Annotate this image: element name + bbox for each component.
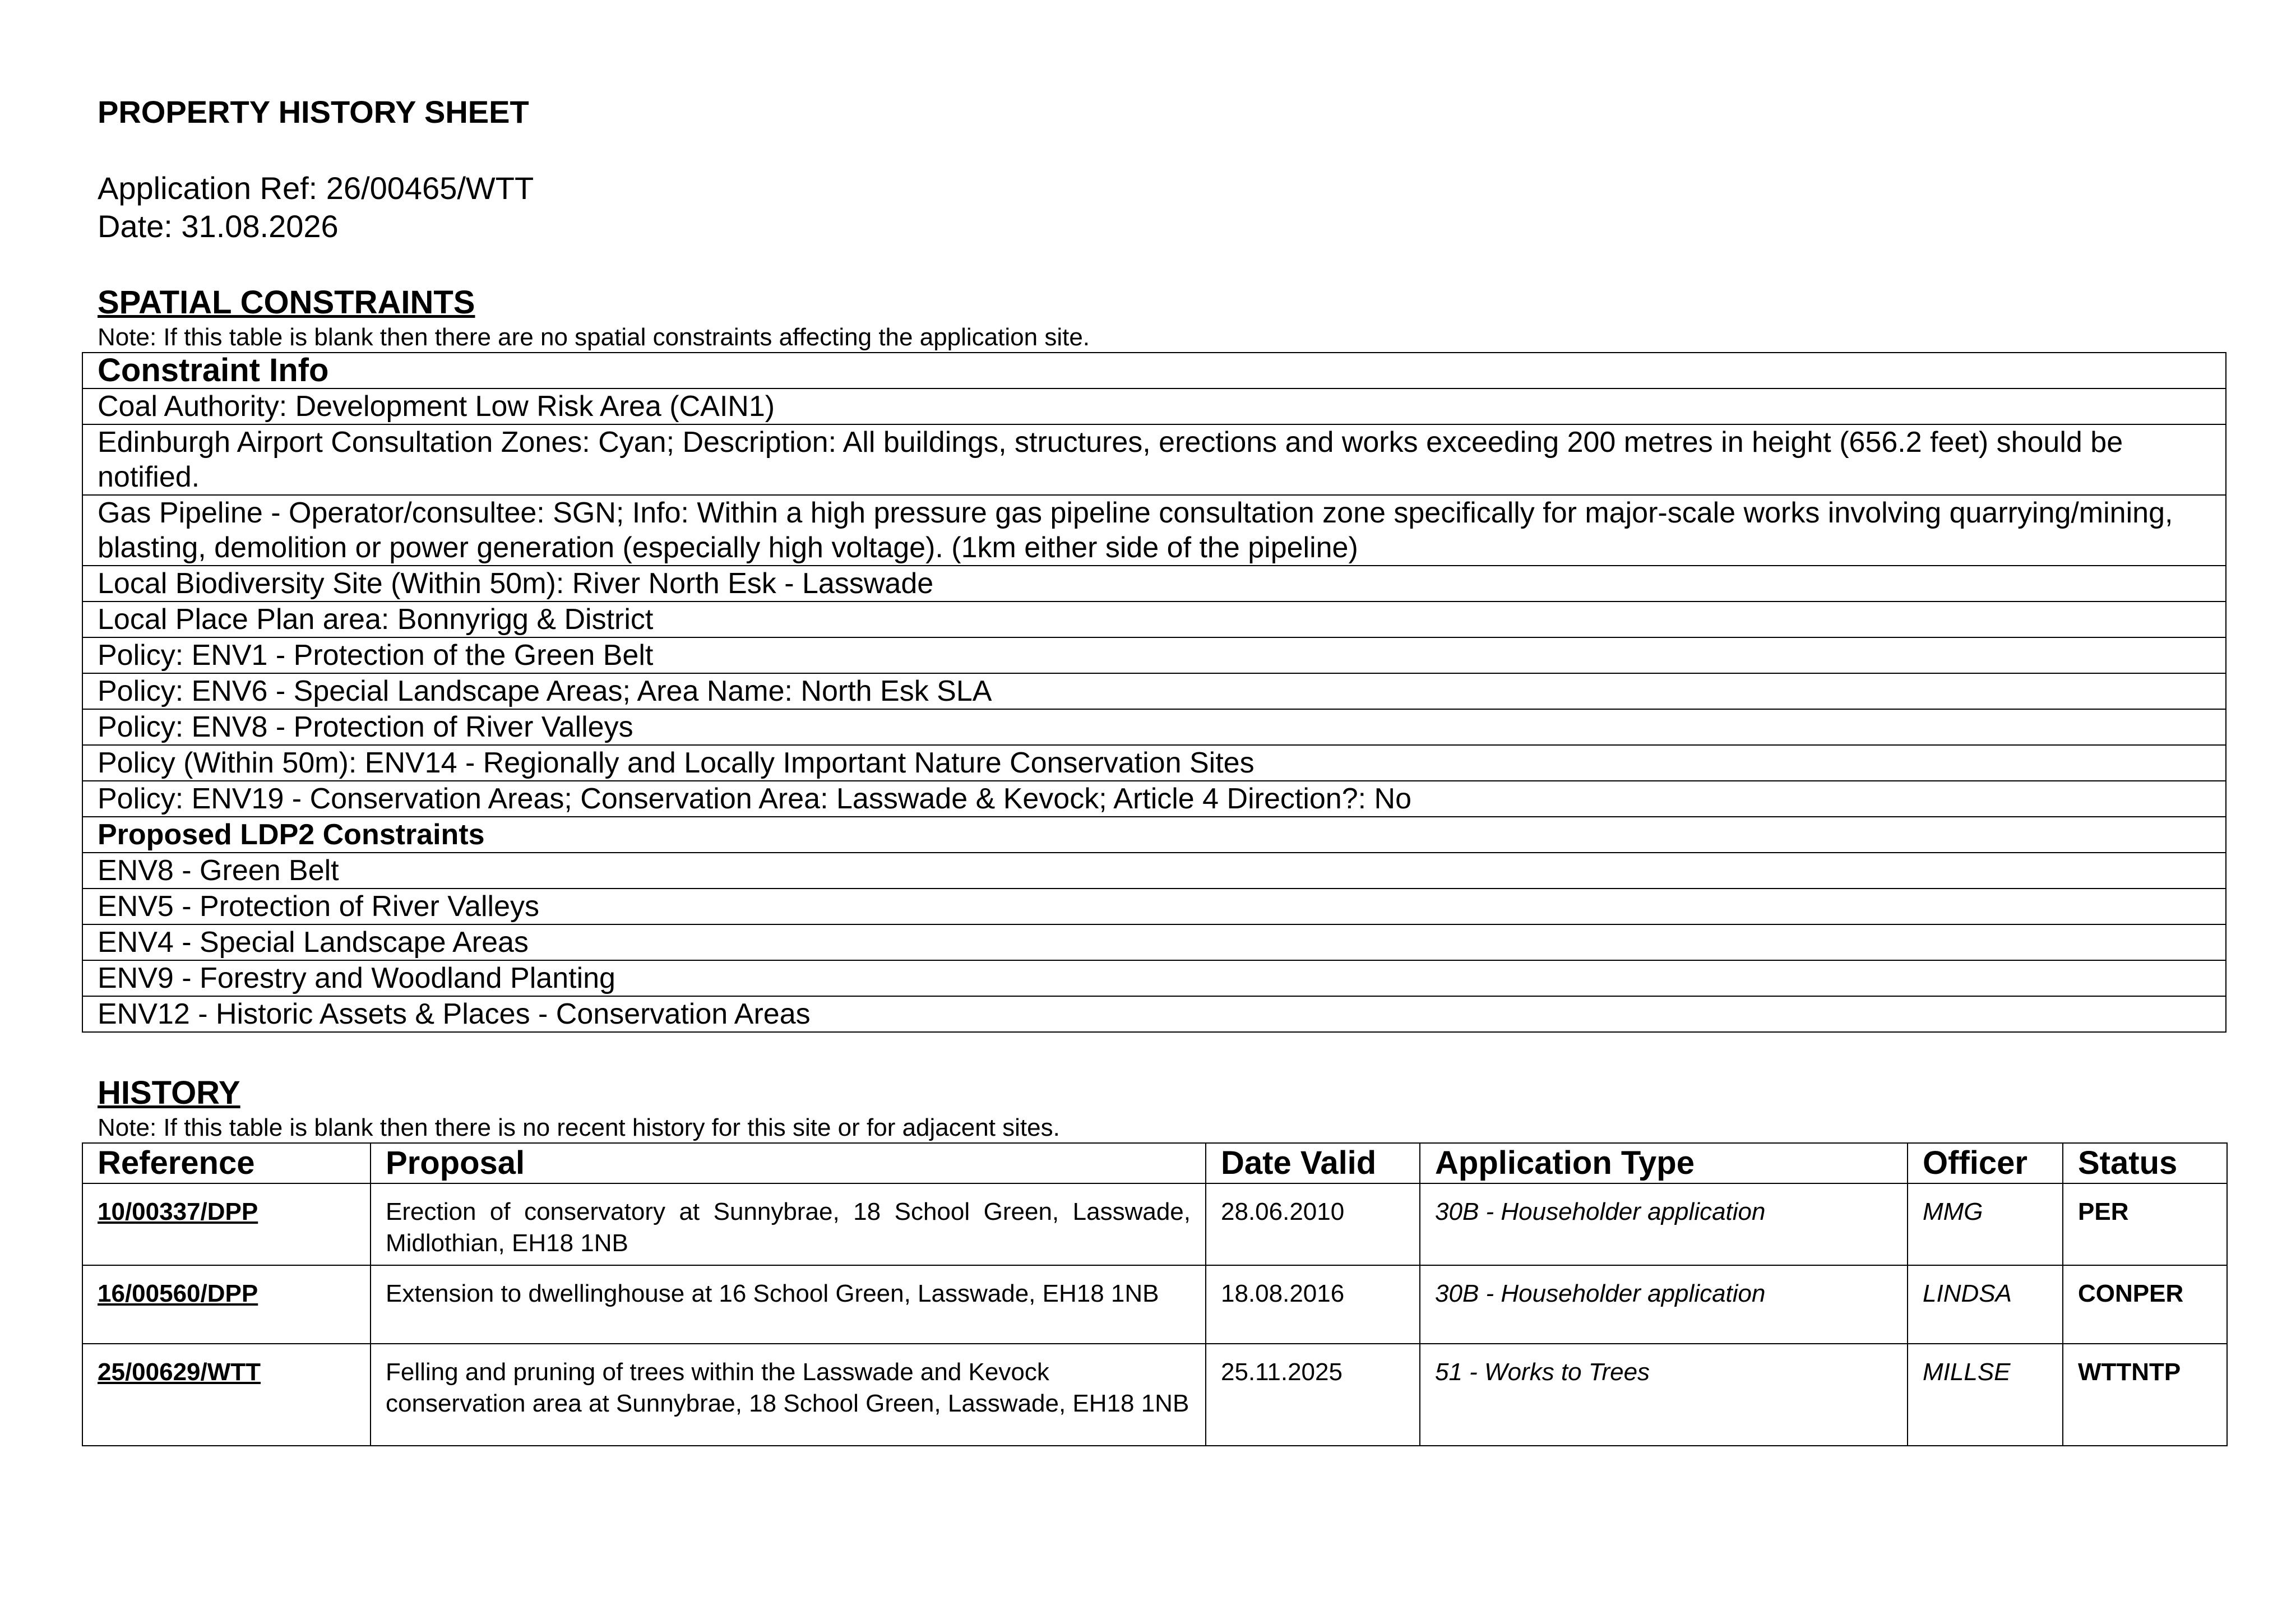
table-row xyxy=(82,495,2226,566)
ldp2-constraint-cell: ENV8 - Green Belt xyxy=(82,853,2226,889)
table-row xyxy=(82,602,2226,637)
status-cell: WTTNTP xyxy=(2063,1344,2227,1446)
table-header-row xyxy=(82,1143,2227,1183)
ldp2-constraint-cell: ENV5 - Protection of River Valleys xyxy=(82,889,2226,924)
application-type-cell: 30B - Householder application xyxy=(1420,1183,1908,1265)
table-row xyxy=(82,424,2226,495)
constraint-cell: Policy: ENV6 - Special Landscape Areas; Area Name: North Esk SLA xyxy=(82,673,2226,709)
constraint-cell: Policy (Within 50m): ENV14 - Regionally and Locally Important Nature Conservation Sites xyxy=(82,745,2226,781)
date-valid-cell: 28.06.2010 xyxy=(1206,1183,1420,1265)
reference-link[interactable]: 25/00629/WTT xyxy=(82,1344,371,1446)
constraint-cell: Policy: ENV1 - Protection of the Green Belt xyxy=(82,637,2226,673)
reference-link[interactable]: 16/00560/DPP xyxy=(82,1265,371,1344)
spatial-constraints-heading: SPATIAL CONSTRAINTS xyxy=(98,284,475,321)
table-row xyxy=(82,781,2226,817)
ldp2-constraint-cell: ENV4 - Special Landscape Areas xyxy=(82,924,2226,960)
table-row xyxy=(82,637,2226,673)
history-heading: HISTORY xyxy=(98,1075,240,1111)
table-row xyxy=(82,673,2226,709)
constraint-cell: Local Biodiversity Site (Within 50m): River North Esk - Lasswade xyxy=(82,566,2226,602)
column-header-reference: Reference xyxy=(82,1143,371,1183)
proposal-cell: Erection of conservatory at Sunnybrae, 18 School Green, Lasswade, Midlothian, EH18 1NB xyxy=(371,1183,1206,1265)
column-header-officer: Officer xyxy=(1908,1143,2063,1183)
application-type-cell: 30B - Householder application xyxy=(1420,1265,1908,1344)
application-ref: Application Ref: 26/00465/WTT xyxy=(98,170,534,206)
column-header-status: Status xyxy=(2063,1143,2227,1183)
table-row xyxy=(82,566,2226,602)
proposal-cell: Felling and pruning of trees within the Lasswade and Kevock conservation area at Sunnybrae, 18 School Green, Lasswade, EH18 1NB xyxy=(371,1344,1206,1446)
page-title: PROPERTY HISTORY SHEET xyxy=(98,94,529,129)
table-row xyxy=(82,889,2226,924)
ldp2-constraints-header: Proposed LDP2 Constraints xyxy=(82,817,2226,853)
constraint-cell: Edinburgh Airport Consultation Zones: Cyan; Description: All buildings, structures, erections and works exceeding 200 metres in height (656.2 feet) should be notified. xyxy=(82,424,2226,495)
status-cell: CONPER xyxy=(2063,1265,2227,1344)
ldp2-constraint-cell: ENV9 - Forestry and Woodland Planting xyxy=(82,960,2226,996)
officer-cell: MMG xyxy=(1908,1183,2063,1265)
table-header-row xyxy=(82,353,2226,388)
table-subheader-row xyxy=(82,817,2226,853)
officer-cell: MILLSE xyxy=(1908,1344,2063,1446)
table-row xyxy=(82,1183,2227,1265)
officer-cell: LINDSA xyxy=(1908,1265,2063,1344)
table-row xyxy=(82,924,2226,960)
table-row xyxy=(82,745,2226,781)
table-row xyxy=(82,996,2226,1032)
column-header-application-type: Application Type xyxy=(1420,1143,1908,1183)
spatial-constraints-table xyxy=(82,352,2226,1033)
constraint-cell: Coal Authority: Development Low Risk Area (CAIN1) xyxy=(82,388,2226,424)
status-cell: PER xyxy=(2063,1183,2227,1265)
document-date: Date: 31.08.2026 xyxy=(98,209,339,244)
column-header-date-valid: Date Valid xyxy=(1206,1143,1420,1183)
table-row xyxy=(82,388,2226,424)
table-row xyxy=(82,1265,2227,1344)
constraint-cell: Local Place Plan area: Bonnyrigg & District xyxy=(82,602,2226,637)
reference-link[interactable]: 10/00337/DPP xyxy=(82,1183,371,1265)
constraint-cell: Policy: ENV19 - Conservation Areas; Conservation Area: Lasswade & Kevock; Article 4 Direction?: No xyxy=(82,781,2226,817)
proposal-cell: Extension to dwellinghouse at 16 School Green, Lasswade, EH18 1NB xyxy=(371,1265,1206,1344)
table-row xyxy=(82,960,2226,996)
ldp2-constraint-cell: ENV12 - Historic Assets & Places - Conservation Areas xyxy=(82,996,2226,1032)
constraint-cell: Gas Pipeline - Operator/consultee: SGN; Info: Within a high pressure gas pipeline consultation zone specifically for major-scale works involving quarrying/mining, blasting, demolition or power generation (especially high voltage). (1km either side of the pipeline) xyxy=(82,495,2226,566)
constraint-cell: Policy: ENV8 - Protection of River Valleys xyxy=(82,709,2226,745)
constraint-info-header: Constraint Info xyxy=(82,353,2226,388)
date-valid-cell: 18.08.2016 xyxy=(1206,1265,1420,1344)
table-row xyxy=(82,853,2226,889)
table-row xyxy=(82,709,2226,745)
spatial-constraints-note: Note: If this table is blank then there are no spatial constraints affecting the application site. xyxy=(98,323,1090,351)
history-table xyxy=(82,1142,2228,1446)
history-note: Note: If this table is blank then there is no recent history for this site or for adjacent sites. xyxy=(98,1114,1060,1141)
application-type-cell: 51 - Works to Trees xyxy=(1420,1344,1908,1446)
table-row xyxy=(82,1344,2227,1446)
date-valid-cell: 25.11.2025 xyxy=(1206,1344,1420,1446)
column-header-proposal: Proposal xyxy=(371,1143,1206,1183)
